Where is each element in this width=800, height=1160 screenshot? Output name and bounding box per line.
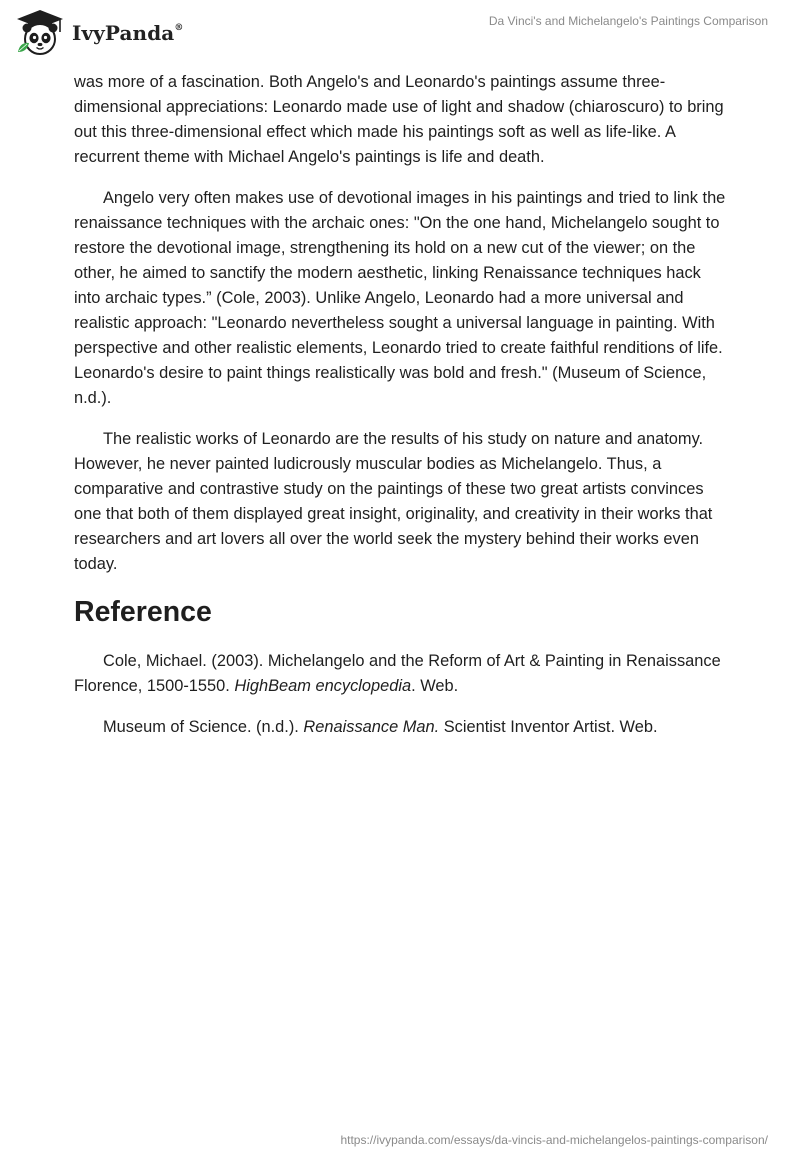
panda-graduate-icon (14, 8, 66, 58)
ivypanda-logo[interactable] (14, 8, 183, 58)
reference-item: Museum of Science. (n.d.). Renaissance Man. Scientist Inventor Artist. Web. (103, 718, 658, 736)
paragraph-1: was more of a fascination. Both Angelo's and Leonardo's paintings assume three-dimensional appreciations: Leonardo made use of light and shadow (chiaroscuro) to bring out this three-dimensional effect which made his paintings soft as well as life-like. A recurrent theme with Michael Angelo's paintings is life and death. (74, 73, 724, 166)
paragraph-2: Angelo very often makes use of devotional images in his paintings and tried to link the renaissance techniques with the archaic ones: "On the one hand, Michelangelo sought to restore the devotional image, strengthening its hold on a new cut of the viewer; on the other, he aimed to sanctify the modern aesthetic, linking Renaissance techniques hack into archaic types.” (Cole, 2003). Unlike Angelo, Leonardo had a more universal and realistic approach: "Leonardo nevertheless sought a universal language in painting. With perspective and other realistic elements, Leonardo tried to create faithful renditions of life. Leonardo's desire to paint things realistically was bold and fresh." (Museum of Science, n.d.). (74, 189, 726, 407)
page-header (0, 0, 800, 70)
brand-name: IvyPanda® (72, 21, 184, 45)
reference-heading: Reference (74, 596, 212, 628)
source-url-link[interactable]: https://ivypanda.com/essays/da-vincis-and-michelangelos-paintings-comparison/ (340, 1133, 768, 1147)
paragraph-3: The realistic works of Leonardo are the results of his study on nature and anatomy. However, he never painted ludicrously muscular bodies as Michelangelo. Thus, a comparative and contrastive study on the paintings of these two great artists convinces one that both of them displayed great insight, originality, and creativity in their works that researchers and art lovers all over the world seek the mystery behind their works even today. (74, 430, 713, 573)
document-title: Da Vinci's and Michelangelo's Paintings Comparison (488, 14, 768, 28)
reference-item: Cole, Michael. (2003). Michelangelo and the Reform of Art & Painting in Renaissance Florence, 1500-1550. HighBeam encyclopedia. Web. (74, 652, 721, 695)
essay-body (74, 70, 729, 756)
